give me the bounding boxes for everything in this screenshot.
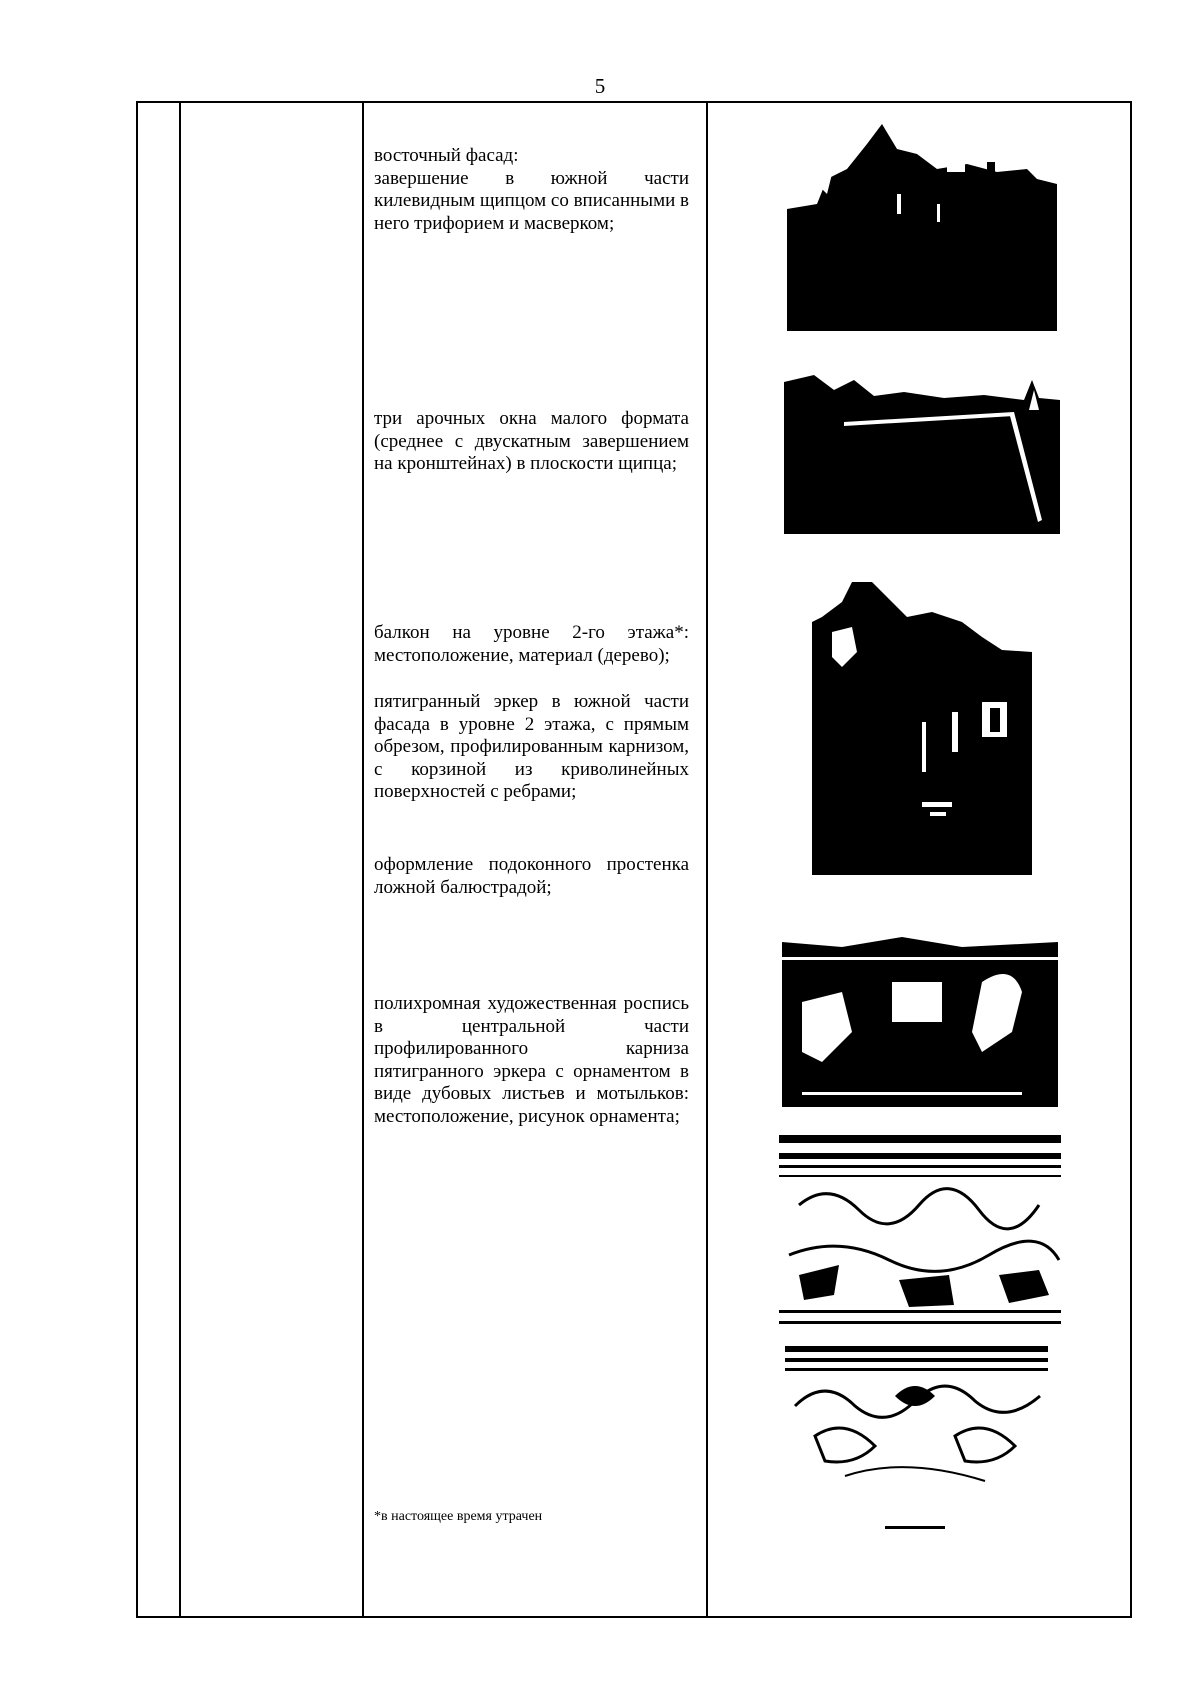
text-block-painting: [374, 993, 689, 1128]
text-block-balustrade: [374, 854, 689, 899]
text-block-arched-windows: [374, 408, 689, 476]
oriel-text: пятигранный эркер в южной части фасада в уровне 2 этажа, с прямым обрезом, профилированным карнизом, с корзиной из криволинейных поверхностей с ребрами;: [374, 691, 689, 802]
arched-windows-text: три арочных окна малого формата (среднее с двускатным завершением на кронштейнах) в плоскости щипца;: [374, 408, 689, 474]
arched-windows-photo: [784, 370, 1060, 534]
ornament-closeup-photo: [779, 1135, 1061, 1324]
footnote: *в настоящее время утрачен: [374, 1509, 543, 1524]
text-block-oriel: [374, 691, 689, 804]
east-facade-text: восточный фасад: завершение в южной части килевидным щипцом со вписанными в него трифорием и масверком;: [374, 145, 689, 234]
painting-text: полихромная художественная роспись в центральной части профилированного карниза пятигранного эркера с орнаментом в виде дубовых листьев и мотыльков: местоположение, рисунок орнамента;: [374, 993, 689, 1127]
balcony-oriel-photo: [812, 582, 1032, 875]
page-number: 5: [594, 74, 606, 98]
text-block-balcony: [374, 622, 689, 667]
painted-cornice-photo: [782, 922, 1058, 1111]
balcony-text: балкон на уровне 2-го этажа*: местоположение, материал (дерево);: [374, 622, 689, 666]
column-divider: [179, 101, 181, 1618]
column-divider: [362, 101, 364, 1618]
column-divider: [706, 101, 708, 1618]
ornament-detail-photo: [785, 1346, 1048, 1539]
balustrade-text: оформление подоконного простенка ложной балюстрадой;: [374, 854, 689, 898]
facade-gable-photo: [787, 124, 1057, 331]
text-block-east-facade: [374, 145, 689, 235]
